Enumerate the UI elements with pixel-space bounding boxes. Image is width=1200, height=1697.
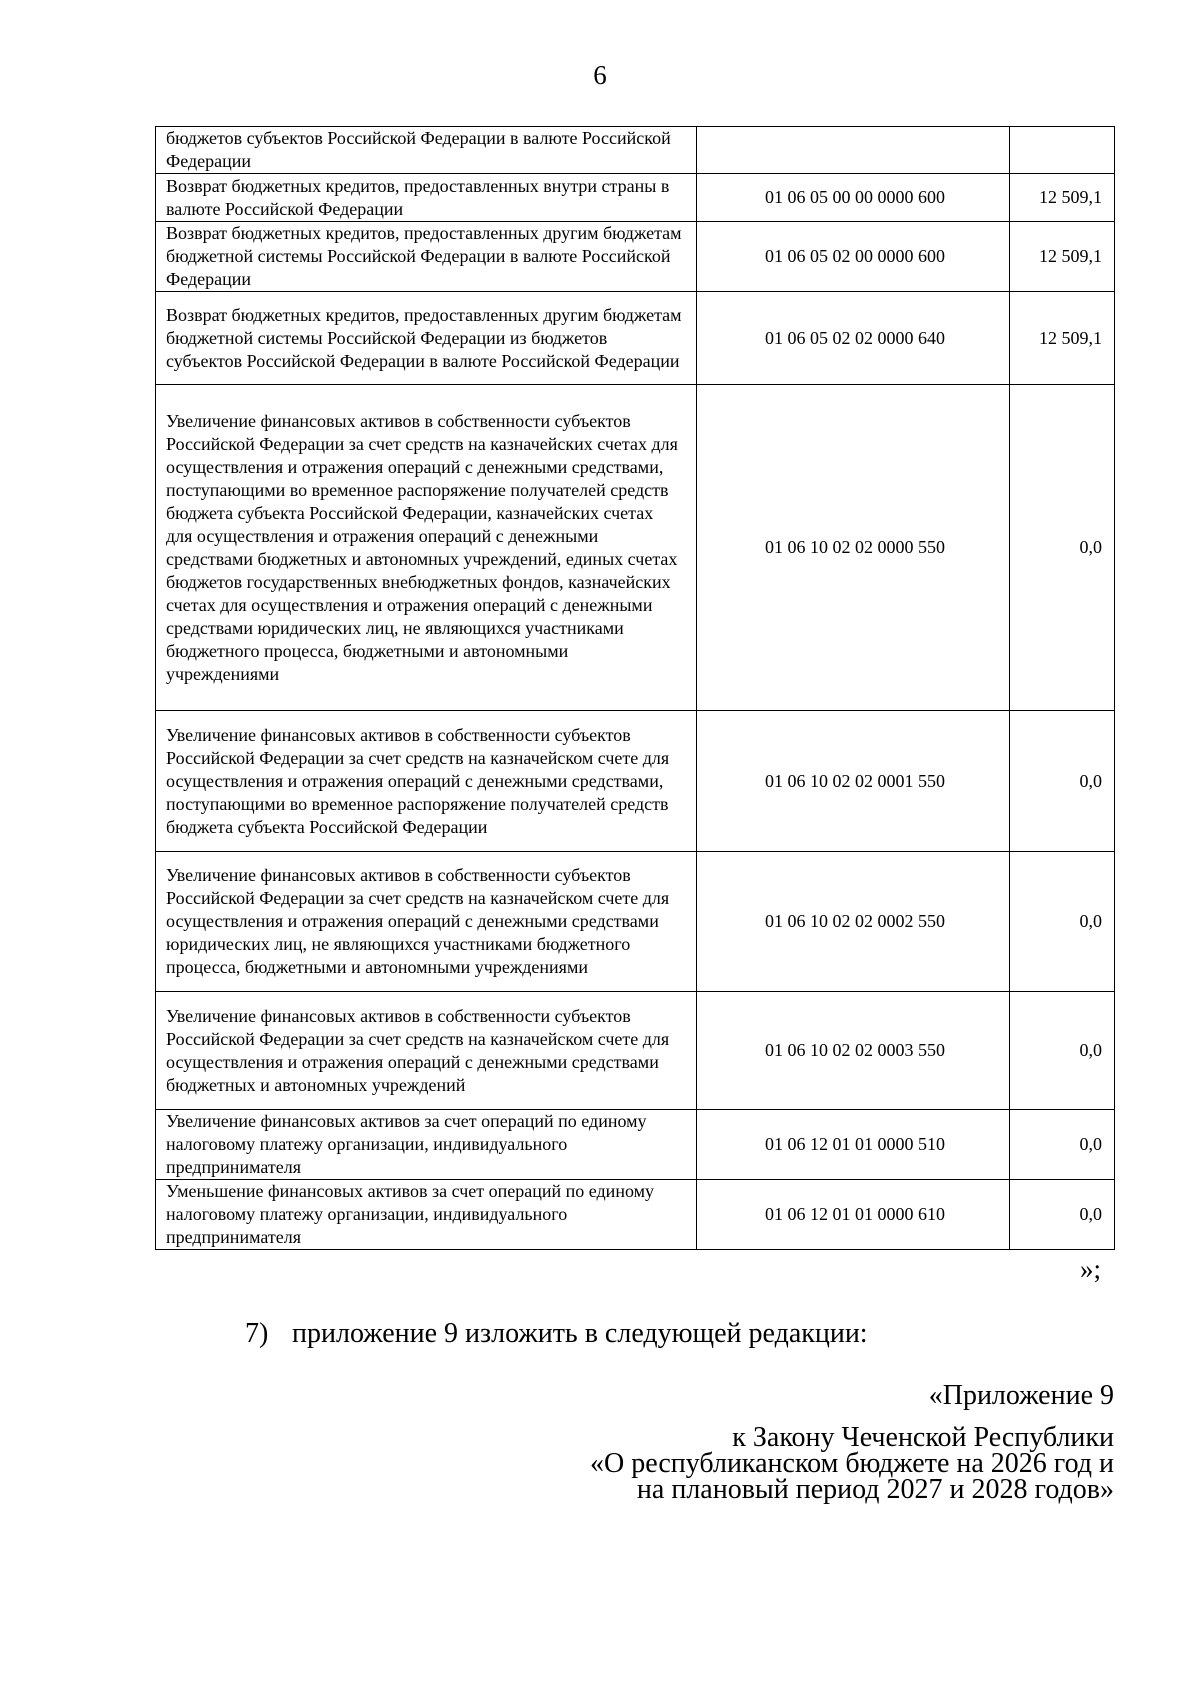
amendment-number: 7) [245,1318,269,1349]
budget-sources-table [155,126,1115,1250]
table-row [156,174,1115,222]
row-name-cell: Уменьшение финансовых активов за счет операций по единому налоговому платежу организации, индивидуального предпринимателя [156,1180,697,1250]
annex-law-line: на плановый период 2027 и 2028 годов» [636,1474,1114,1505]
row-name-cell: Увеличение финансовых активов за счет операций по единому налоговому платежу организации, индивидуального предпринимателя [156,1110,697,1180]
closing-quote: »; [1080,1254,1102,1284]
table-row [156,127,1115,174]
annex-law-line: к Закону Чеченской Республики [732,1422,1114,1453]
row-name-cell: Увеличение финансовых активов в собственности субъектов Российской Федерации за счет средств на казначейском счете для осуществления и отражения операций с денежными средствами юридических лиц, не являющихся участниками бюджетного процесса, бюджетными и автономными учреждениями [156,852,697,992]
table-row [156,222,1115,292]
row-code-cell: 01 06 12 01 01 0000 610 [697,1180,1010,1250]
row-name-cell: Увеличение финансовых активов в собственности субъектов Российской Федерации за счет средств на казначейских счетах для осуществления и отражения операций с денежными средствами, поступающими во временное распоряжение получателей средств бюджета субъекта Российской Федерации, казначейских счетах для осуществления и отражения операций с денежными средствами бюджетных и автономных учреждений, единых счетах бюджетов государственных внебюджетных фондов, казначейских счетах для осуществления и отражения операций с денежными средствами юридических лиц, не являющихся участниками бюджетного процесса, бюджетными и автономными учреждениями [156,385,697,711]
row-amount-cell: 0,0 [1010,385,1115,711]
row-amount-cell [1010,127,1115,174]
table-row [156,1110,1115,1180]
row-code-cell: 01 06 05 02 00 0000 600 [697,222,1010,292]
amendment-item [245,1318,868,1350]
row-code-cell [697,127,1010,174]
row-code-cell: 01 06 10 02 02 0003 550 [697,992,1010,1110]
table-row [156,385,1115,711]
table-row [156,1180,1115,1250]
table-row [156,852,1115,992]
row-name-cell: Возврат бюджетных кредитов, предоставленных другим бюджетам бюджетной системы Российской Федерации из бюджетов субъектов Российской Федерации в валюте Российской Федерации [156,292,697,385]
annex-title: «Приложение 9 [928,1380,1114,1411]
row-name-cell: Возврат бюджетных кредитов, предоставленных другим бюджетам бюджетной системы Российской Федерации в валюте Российской Федерации [156,222,697,292]
row-amount-cell: 0,0 [1010,992,1115,1110]
row-amount-cell: 12 509,1 [1010,292,1115,385]
row-code-cell: 01 06 12 01 01 0000 510 [697,1110,1010,1180]
row-amount-cell: 0,0 [1010,852,1115,992]
annex-law-reference [590,1422,1114,1505]
page-number: 6 [593,60,607,90]
row-code-cell: 01 06 05 02 02 0000 640 [697,292,1010,385]
table-row [156,992,1115,1110]
row-amount-cell: 0,0 [1010,1110,1115,1180]
row-amount-cell: 12 509,1 [1010,222,1115,292]
row-name-cell: Возврат бюджетных кредитов, предоставленных внутри страны в валюте Российской Федерации [156,174,697,222]
annex-law-line: «О республиканском бюджете на 2026 год и [590,1448,1114,1479]
row-code-cell: 01 06 10 02 02 0001 550 [697,711,1010,852]
row-code-cell: 01 06 05 00 00 0000 600 [697,174,1010,222]
row-code-cell: 01 06 10 02 02 0000 550 [697,385,1010,711]
amendment-text: приложение 9 изложить в следующей редакции: [292,1318,868,1349]
table-row [156,711,1115,852]
row-name-cell: Увеличение финансовых активов в собственности субъектов Российской Федерации за счет средств на казначейском счете для осуществления и отражения операций с денежными средствами бюджетных и автономных учреждений [156,992,697,1110]
row-amount-cell: 12 509,1 [1010,174,1115,222]
row-name-cell: Увеличение финансовых активов в собственности субъектов Российской Федерации за счет средств на казначейском счете для осуществления и отражения операций с денежными средствами, поступающими во временное распоряжение получателей средств бюджета субъекта Российской Федерации [156,711,697,852]
row-amount-cell: 0,0 [1010,1180,1115,1250]
row-name-cell: бюджетов субъектов Российской Федерации в валюте Российской Федерации [156,127,697,174]
row-amount-cell: 0,0 [1010,711,1115,852]
row-code-cell: 01 06 10 02 02 0002 550 [697,852,1010,992]
table-row [156,292,1115,385]
